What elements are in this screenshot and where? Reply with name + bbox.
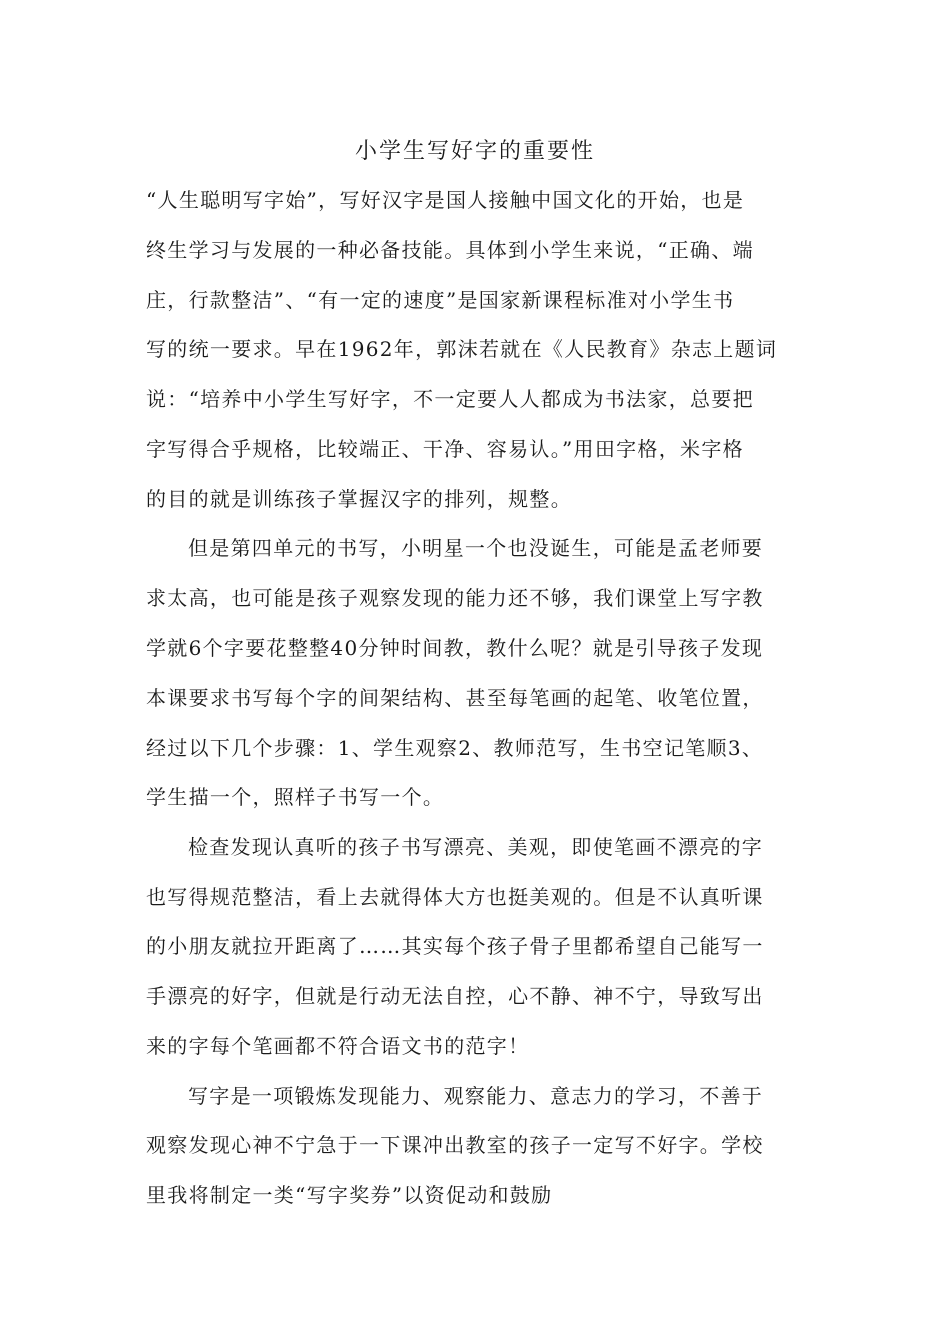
- text-line: 来的字每个笔画都不符合语文书的范字！: [146, 1034, 530, 1058]
- text-line: 字写得合乎规格，比较端正、干净、容易认。”用田字格，米字格: [146, 437, 744, 461]
- text-line: 观察发现心神不宁急于一下课冲出教室的孩子一定写不好字。学校: [146, 1133, 764, 1157]
- text-line: 里我将制定一类“写字奖券”以资促动和鼓励: [146, 1183, 553, 1207]
- text-line: 学生描一个，照样子书写一个。: [146, 785, 445, 809]
- text-line: 求太高，也可能是孩子观察发现的能力还不够，我们课堂上写字教: [146, 586, 764, 610]
- text-line: 检查发现认真听的孩子书写漂亮、美观，即使笔画不漂亮的字: [188, 835, 764, 859]
- text-line: 的小朋友就拉开距离了……其实每个孩子骨子里都希望自己能写一: [146, 934, 764, 958]
- text-line: 庄，行款整洁”、“有一定的速度”是国家新课程标准对小学生书: [146, 288, 735, 312]
- document-title: 小学生写好字的重要性: [354, 139, 595, 164]
- text-line: 写字是一项锻炼发现能力、观察能力、意志力的学习，不善于: [188, 1084, 764, 1108]
- text-line: 说：“培养中小学生写好字，不一定要人人都成为书法家，总要把: [146, 387, 754, 411]
- text-line: 经过以下几个步骤：1、学生观察2、教师范写，生书空记笔顺3、: [146, 736, 764, 760]
- text-line: 的目的就是训练孩子掌握汉字的排列，规整。: [146, 487, 572, 511]
- text-line: 但是第四单元的书写，小明星一个也没诞生，可能是孟老师要: [188, 536, 764, 560]
- text-line: 手漂亮的好字，但就是行动无法自控，心不静、神不宁，导致写出: [146, 984, 764, 1008]
- text-line: 也写得规范整洁，看上去就得体大方也挺美观的。但是不认真听课: [146, 885, 764, 909]
- text-line: 写的统一要求。早在1962年，郭沫若就在《人民教育》杂志上题词: [146, 337, 778, 361]
- text-line: 学就6个字要花整整40分钟时间教，教什么呢？就是引导孩子发现: [146, 636, 764, 660]
- text-line: “人生聪明写字始”，写好汉字是国人接触中国文化的开始，也是: [146, 188, 745, 212]
- text-line: 本课要求书写每个字的间架结构、甚至每笔画的起笔、收笔位置，: [146, 686, 764, 710]
- text-line: 终生学习与发展的一种必备技能。具体到小学生来说，“正确、端: [146, 238, 754, 262]
